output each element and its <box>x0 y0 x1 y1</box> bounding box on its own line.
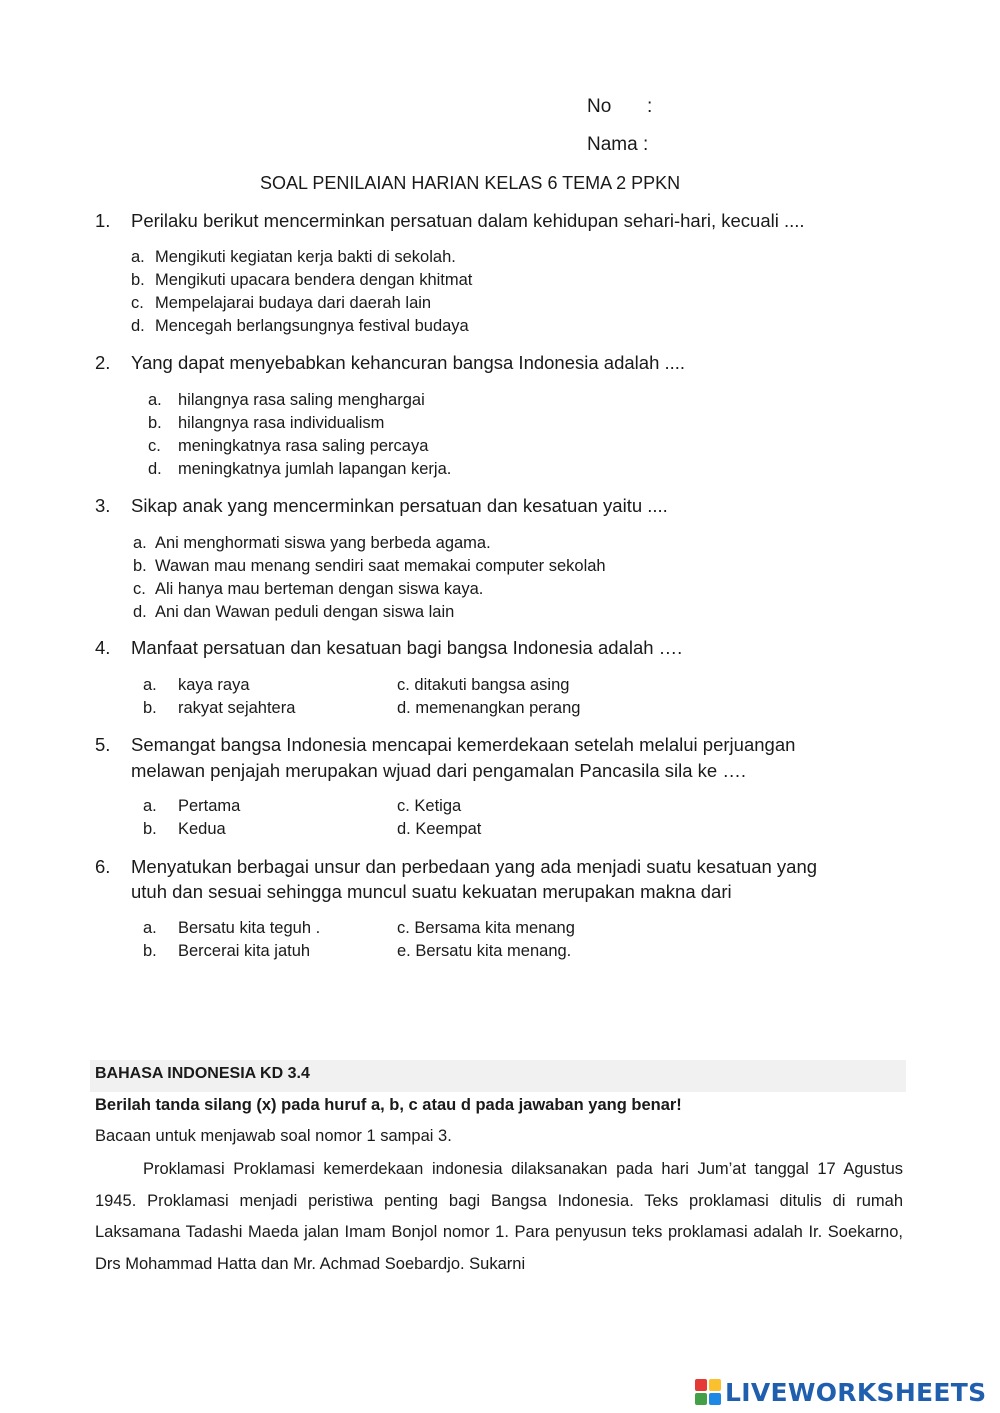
question-text-line-2: utuh dan sesuai sehingga muncul suatu kekuatan merupakan makna dari <box>131 881 732 902</box>
option-letter: b. <box>143 942 157 960</box>
option-letter: d. <box>148 460 162 478</box>
question-number: 4. <box>95 637 111 658</box>
question-text: Yang dapat menyebabkan kehancuran bangsa Indonesia adalah .... <box>131 352 686 373</box>
option-text: Mencegah berlangsungnya festival budaya <box>155 317 469 335</box>
option-text: Pertama <box>178 797 241 815</box>
page-title: SOAL PENILAIAN HARIAN KELAS 6 TEMA 2 PPKN <box>260 173 681 193</box>
question-text-line-2: melawan penjajah merupakan wjuad dari pengamalan Pancasila sila ke …. <box>131 760 746 781</box>
question-number: 2. <box>95 352 111 373</box>
option-text: Kedua <box>178 820 226 838</box>
nama-label: Nama : <box>587 134 649 155</box>
option-letter: b. <box>143 820 157 838</box>
option-letter: c. <box>148 437 161 455</box>
reading-paragraph: Proklamasi Proklamasi kemerdekaan indonesia dilaksanakan pada hari Jum’at tanggal 17 Agustus 1945. Proklamasi menjadi peristiwa penting bagi Bangsa Indonesia. Teks proklamasi ditulis di rumah Laksamana Tadashi Maeda jalan Imam Bonjol nomor 1. Para penyusun teks proklamasi adalah Ir. Soekarno, Drs Mohammad Hatta dan Mr. Achmad Soebardjo. Sukarni <box>95 1160 903 1273</box>
option-text-right: c. Ketiga <box>397 797 462 815</box>
option-text-right: d. memenangkan perang <box>397 699 581 717</box>
question-text: Menyatukan berbagai unsur dan perbedaan yang ada menjadi suatu kesatuan yang <box>131 856 818 877</box>
option-letter: b. <box>133 557 147 575</box>
reading-reference: Bacaan untuk menjawab soal nomor 1 sampai 3. <box>95 1127 452 1145</box>
option-letter: c. <box>133 580 146 598</box>
liveworksheets-text: LIVEWORKSHEETS <box>725 1377 987 1407</box>
question-number: 6. <box>95 856 111 877</box>
option-letter: b. <box>131 271 145 289</box>
option-text: Wawan mau menang sendiri saat memakai computer sekolah <box>155 557 606 575</box>
question-number: 3. <box>95 495 111 516</box>
option-text-right: c. ditakuti bangsa asing <box>397 676 570 694</box>
option-text: meningkatnya jumlah lapangan kerja. <box>178 460 452 478</box>
option-text: hilangnya rasa individualism <box>178 414 385 432</box>
option-text: Ani menghormati siswa yang berbeda agama. <box>155 534 491 552</box>
option-letter: d. <box>131 317 145 335</box>
option-text: Bersatu kita teguh . <box>178 919 321 937</box>
option-letter: c. <box>131 294 144 312</box>
question-text: Sikap anak yang mencerminkan persatuan dan kesatuan yaitu .... <box>131 495 668 516</box>
option-letter: a. <box>143 919 157 937</box>
liveworksheets-watermark <box>695 1376 986 1408</box>
logo-square-red <box>695 1379 707 1391</box>
question-text: Perilaku berikut mencerminkan persatuan dalam kehidupan sehari-hari, kecuali .... <box>131 210 805 231</box>
option-letter: a. <box>143 676 157 694</box>
no-label: No <box>587 96 612 117</box>
question-number: 5. <box>95 734 111 755</box>
question-text: Semangat bangsa Indonesia mencapai kemerdekaan setelah melalui perjuangan <box>131 734 796 755</box>
option-letter: a. <box>131 248 145 266</box>
option-text-right: d. Keempat <box>397 820 482 838</box>
option-text: hilangnya rasa saling menghargai <box>178 391 425 409</box>
no-colon: : <box>647 96 653 117</box>
question-number: 1. <box>95 210 111 231</box>
option-letter: a. <box>148 391 162 409</box>
option-letter: a. <box>143 797 157 815</box>
option-text-right: c. Bersama kita menang <box>397 919 575 937</box>
option-text: Mengikuti upacara bendera dengan khitmat <box>155 271 473 289</box>
section-title: BAHASA INDONESIA KD 3.4 <box>95 1065 310 1082</box>
option-letter: b. <box>148 414 162 432</box>
option-text-right: e. Bersatu kita menang. <box>397 942 572 960</box>
section-instruction: Berilah tanda silang (x) pada huruf a, b, c atau d pada jawaban yang benar! <box>95 1096 682 1114</box>
option-text: Ani dan Wawan peduli dengan siswa lain <box>155 603 455 621</box>
option-text: Mengikuti kegiatan kerja bakti di sekolah. <box>155 248 456 266</box>
liveworksheets-logo-icon <box>695 1379 721 1405</box>
logo-square-blue <box>709 1393 721 1405</box>
logo-square-yellow <box>709 1379 721 1391</box>
option-text: meningkatnya rasa saling percaya <box>178 437 429 455</box>
option-letter: a. <box>133 534 147 552</box>
option-text: Bercerai kita jatuh <box>178 942 311 960</box>
option-letter: b. <box>143 699 157 717</box>
option-letter: d. <box>133 603 147 621</box>
logo-square-green <box>695 1393 707 1405</box>
option-text: Mempelajarai budaya dari daerah lain <box>155 294 432 312</box>
option-text: kaya raya <box>178 676 250 694</box>
option-text: Ali hanya mau berteman dengan siswa kaya. <box>155 580 484 598</box>
question-text: Manfaat persatuan dan kesatuan bagi bangsa Indonesia adalah …. <box>131 637 683 658</box>
option-text: rakyat sejahtera <box>178 699 296 717</box>
